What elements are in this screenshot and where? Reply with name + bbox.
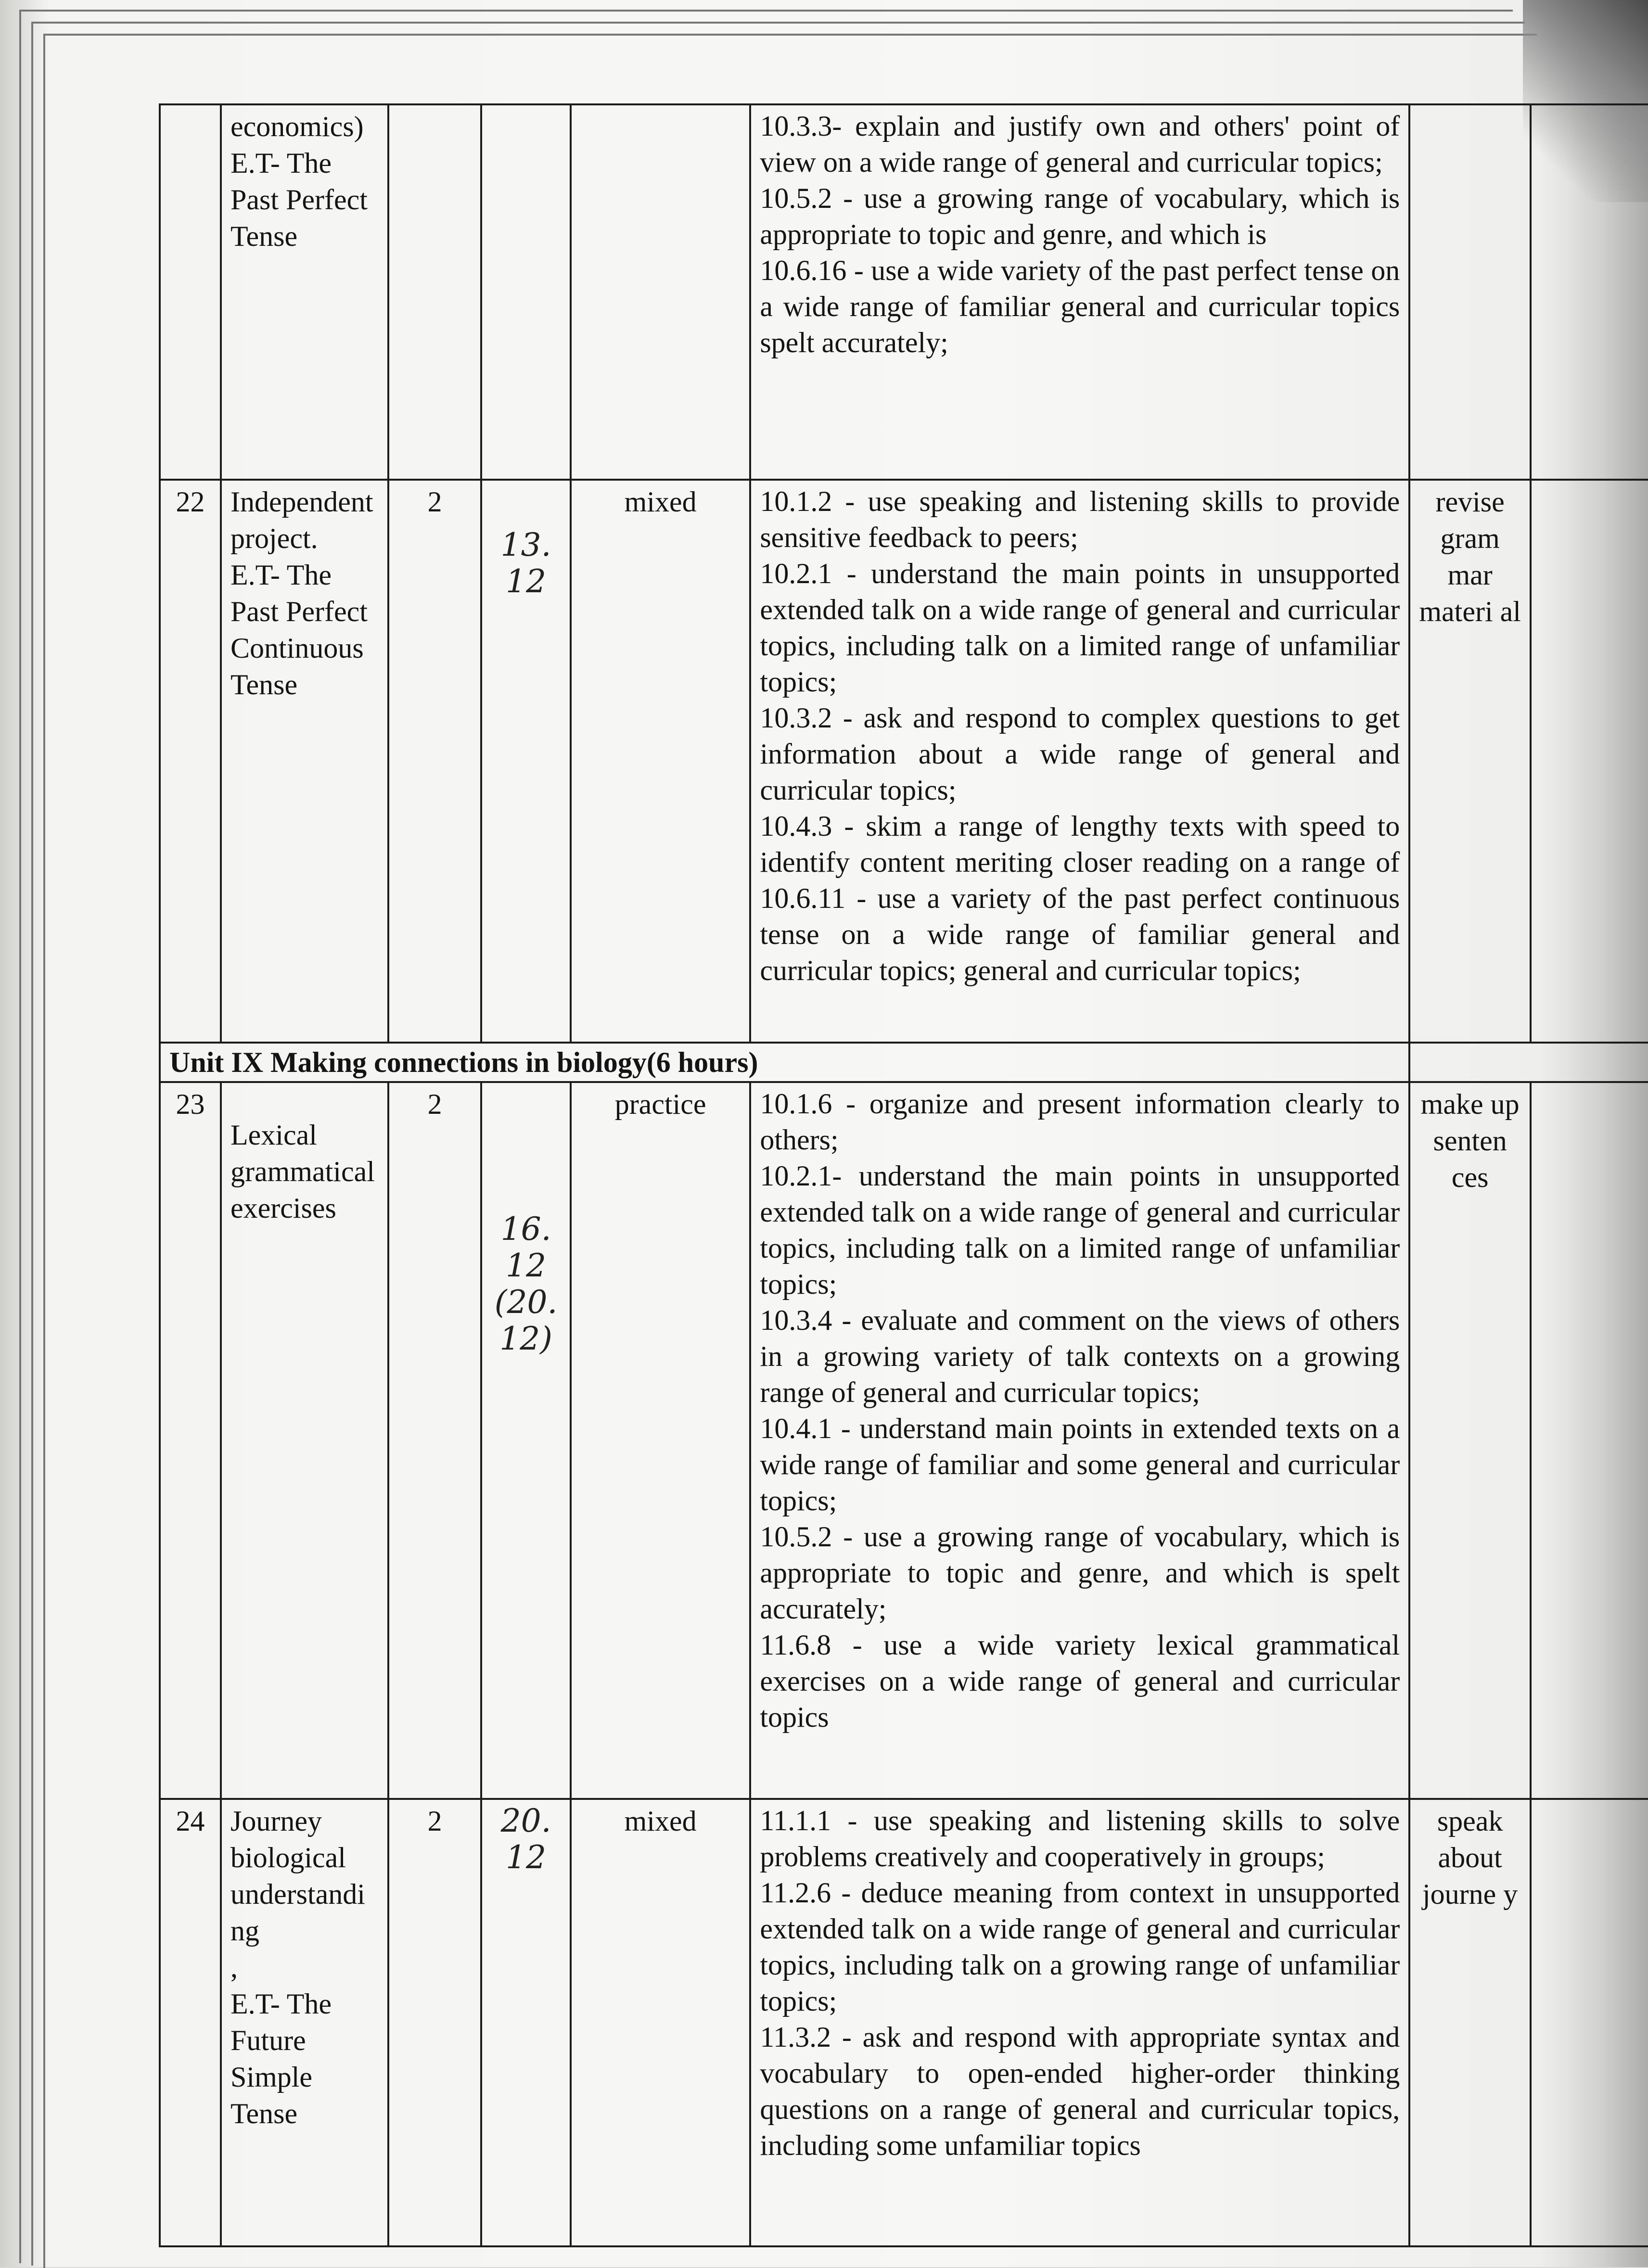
objective-item: 10.4.3 - skim a range of lengthy texts with speed to identify content meriting closer reading on a range of 10.6.11 - use a variety of the past perfect continuous tense on a wide range of familiar general and curricular topics; general and curricular topics;: [760, 810, 1400, 986]
learning-objectives: [750, 1799, 1409, 2246]
objective-item: 11.6.8 - use a wide variety lexical grammatical exercises on a wide range of general and curricular topics: [760, 1629, 1400, 1733]
extra-cell: [1531, 104, 1648, 480]
type-value: practice: [614, 1088, 706, 1120]
lesson-hours: [388, 480, 481, 1043]
lesson-hours: [388, 104, 481, 480]
objective-item: 10.2.1- understand the main points in unsupported extended talk on a wide range of general and curricular topics, including talk on a limited range of unfamiliar topics;: [760, 1160, 1400, 1300]
hours-value: 2: [427, 486, 442, 518]
unit-heading-empty: [1409, 1043, 1648, 1082]
table-row: [160, 104, 1648, 480]
homework: speak about journe y: [1409, 1799, 1531, 2246]
objective-item: 10.5.2 - use a growing range of vocabulary, which is appropriate to topic and genre, and which is: [760, 182, 1400, 250]
lesson-plan-table: [159, 103, 1648, 2247]
extra-cell: [1531, 1799, 1648, 2246]
lesson-type: [571, 104, 750, 480]
objective-item: 11.3.2 - ask and respond with appropriate syntax and vocabulary to open-ended higher-order thinking questions on a range of general and curricular topics, including some unfamiliar topics: [760, 2021, 1400, 2161]
objective-item: 10.5.2 - use a growing range of vocabulary, which is appropriate to topic and genre, and which is spelt accurately;: [760, 1521, 1400, 1625]
objective-item: 10.1.2 - use speaking and listening skills to provide sensitive feedback to peers;: [760, 485, 1400, 553]
homework: make up senten ces: [1409, 1082, 1531, 1799]
table-row: [160, 1082, 1648, 1799]
objective-item: 10.3.3- explain and justify own and others' point of view on a wide range of general and curricular topics;: [760, 110, 1400, 178]
homework: revise gram mar materi al: [1409, 480, 1531, 1043]
homework: [1409, 104, 1531, 480]
handwritten-date: 16.12: [500, 1210, 551, 1284]
handwritten-date-2: (20.12): [494, 1284, 558, 1357]
lesson-date: [481, 1799, 571, 2246]
table-row: [160, 1799, 1648, 2246]
lesson-date: [481, 104, 571, 480]
extra-cell: [1531, 1082, 1648, 1799]
table-row: [160, 480, 1648, 1043]
objective-item: 10.2.1 - understand the main points in unsupported extended talk on a wide range of general and curricular topics, including talk on a limited range of unfamiliar topics;: [760, 558, 1400, 698]
type-value: mixed: [624, 486, 697, 518]
lesson-type: [571, 1082, 750, 1799]
objective-item: 10.4.1 - understand main points in extended texts on a wide range of familiar and some general and curricular topics;: [760, 1413, 1400, 1516]
lesson-date: [481, 480, 571, 1043]
objective-item: 10.3.4 - evaluate and comment on the views of others in a growing variety of talk contexts on a growing range of general and curricular topics;: [760, 1304, 1400, 1408]
objective-item: 10.1.6 - organize and present information clearly to others;: [760, 1088, 1400, 1156]
extra-cell: [1531, 480, 1648, 1043]
unit-heading: Unit IX Making connections in biology(6 hours): [160, 1043, 1409, 1082]
objective-item: 10.3.2 - ask and respond to complex questions to get information about a wide range of general and curricular topics;: [760, 702, 1400, 806]
objective-item: 10.6.16 - use a wide variety of the past perfect tense on a wide range of familiar general and curricular topics spelt accurately;: [760, 255, 1400, 358]
lesson-hours: [388, 1799, 481, 2246]
type-value: mixed: [624, 1805, 697, 1837]
lesson-date: [481, 1082, 571, 1799]
learning-objectives: [750, 104, 1409, 480]
lesson-hours: [388, 1082, 481, 1799]
lesson-topic: economics) E.T- The Past Perfect Tense: [221, 104, 388, 480]
objective-item: 11.1.1 - use speaking and listening skills to solve problems creatively and cooperatively in groups;: [760, 1805, 1400, 1873]
handwritten-date: 13.12: [500, 526, 551, 600]
lesson-number: 23: [160, 1082, 221, 1799]
lesson-topic: Journey biological understanding , E.T- The Future Simple Tense: [221, 1799, 388, 2246]
lesson-topic: Independent project. E.T- The Past Perfect Continuous Tense: [221, 480, 388, 1043]
hours-value: 2: [427, 1088, 442, 1120]
unit-heading-row: [160, 1043, 1648, 1082]
lesson-type: [571, 480, 750, 1043]
learning-objectives: [750, 1082, 1409, 1799]
lesson-number: [160, 104, 221, 480]
learning-objectives: [750, 480, 1409, 1043]
hours-value: 2: [427, 1805, 442, 1837]
lesson-number: 24: [160, 1799, 221, 2246]
lesson-topic: Lexical grammatical exercises: [221, 1082, 388, 1799]
handwritten-date: 20.12: [500, 1802, 551, 1876]
lesson-type: [571, 1799, 750, 2246]
lesson-number: 22: [160, 480, 221, 1043]
objective-item: 11.2.6 - deduce meaning from context in unsupported extended talk on a wide range of general and curricular topics, including talk on a growing range of unfamiliar topics;: [760, 1877, 1400, 2017]
